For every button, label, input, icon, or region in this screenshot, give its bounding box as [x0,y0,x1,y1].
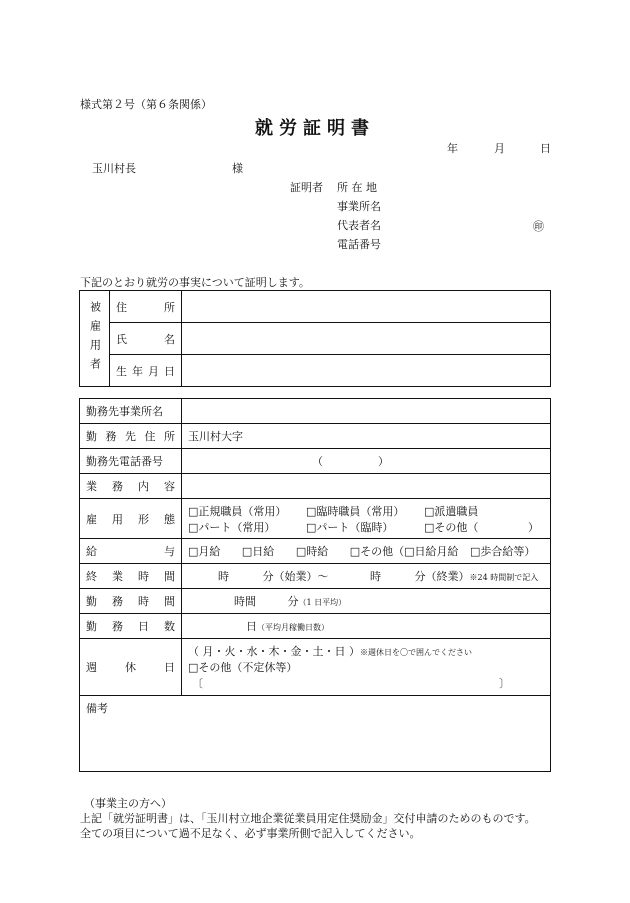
option-regular-staff[interactable]: □正規職員（常用） [188,504,287,518]
work-days-field[interactable]: 日（平均月稼働日数） [182,614,551,639]
name-field[interactable] [182,323,551,355]
work-days-label: 勤 務 日 数 [80,614,182,639]
employee-side-label: 被雇用者 [80,291,110,387]
remarks-label: 備考 [86,702,108,715]
intro-text: 下記のとおり就労の事実について証明します。 [80,276,310,289]
office-address-label: 勤 務 先 住 所 [80,424,182,449]
certifier-label: 証明者 [290,181,323,194]
document-title: 就労証明書 [255,118,375,139]
certifier-company-label: 事業所名 [337,200,381,213]
certifier-address-label: 所 在 地 [337,181,377,194]
duties-label: 業 務 内 容 [80,474,182,499]
addressee: 玉川村長 [92,162,136,175]
hours-note: ※24 時間制で記入 [469,573,539,582]
certifier-representative-label: 代表者名 [337,219,381,232]
office-phone-label: 勤務先電話番号 [80,449,182,474]
work-time-label: 勤 務 時 間 [80,589,182,614]
option-monthly[interactable]: □月給 [188,545,221,558]
option-parttime-regular[interactable]: □パート（常用） [188,520,276,534]
form-number: 様式第２号（第６条関係） [80,98,212,111]
hours-label: 終 業 時 間 [80,564,182,589]
work-days-note: （平均月稼働日数） [257,623,329,632]
employment-type-label: 雇 用 形 態 [80,499,182,539]
date-day-label: 日 [540,142,551,155]
option-hourly[interactable]: □時給 [295,545,329,558]
option-parttime-temporary[interactable]: □パート（臨時） [306,520,394,534]
date-year-label: 年 [447,142,458,155]
birthdate-field[interactable] [182,355,551,387]
seal-mark: ㊞ [533,220,544,233]
name-label: 氏 名 [110,323,182,355]
hours-field[interactable]: 時 分（始業）～ 時 分（終業）※24 時間制で記入 [182,564,551,589]
certifier-phone-label: 電話番号 [337,238,381,251]
option-employment-other[interactable]: □その他（ [424,520,479,534]
option-salary-other[interactable]: □その他（□日給月給 [349,545,459,558]
notes-line-2: 全ての項目について過不足なく、必ず事業所側で記入してください。 [80,827,421,840]
salary-options [182,539,551,564]
address-field[interactable] [182,291,551,323]
work-time-note: （1 日平均） [298,598,347,607]
duties-field[interactable] [182,474,551,499]
option-dispatched-staff[interactable]: □派遣職員 [424,504,479,518]
holiday-other-detail[interactable]: 〔 〕 [192,677,510,690]
holiday-field [182,639,551,696]
employment-type-options [182,499,551,539]
employment-other-close: ） [528,520,539,534]
holiday-label: 週 休 日 [80,639,182,696]
remarks-field[interactable] [80,696,551,772]
birthdate-label: 生 年 月 日 [110,355,182,387]
addressee-honorific: 様 [232,162,243,175]
holiday-note: ※週休日を〇で囲んでください [360,648,472,657]
office-name-label: 勤務先事業所名 [80,399,182,424]
date-month-label: 月 [494,142,505,155]
office-phone-field[interactable]: （ ） [182,449,551,474]
address-label: 住 所 [110,291,182,323]
notes-line-1: 上記「就労証明書」は、「玉川村立地企業従業員用定住奨励金」交付申請のためのものです。 [80,812,536,825]
notes-heading: （事業主の方へ） [84,797,172,810]
option-temporary-staff[interactable]: □臨時職員（常用） [306,504,405,518]
option-commission[interactable]: □歩合給等） [470,545,536,558]
salary-label: 給 与 [80,539,182,564]
option-holiday-other[interactable]: □その他（不定休等） [188,661,298,674]
holiday-weekdays[interactable]: （ 月・火・水・木・金・土・日 ） [188,645,360,658]
office-address-field[interactable]: 玉川村大字 [182,424,551,449]
option-daily[interactable]: □日給 [241,545,275,558]
work-table [79,398,551,772]
work-time-field[interactable]: 時間 分（1 日平均） [182,589,551,614]
employee-table [79,290,551,387]
office-name-field[interactable] [182,399,551,424]
